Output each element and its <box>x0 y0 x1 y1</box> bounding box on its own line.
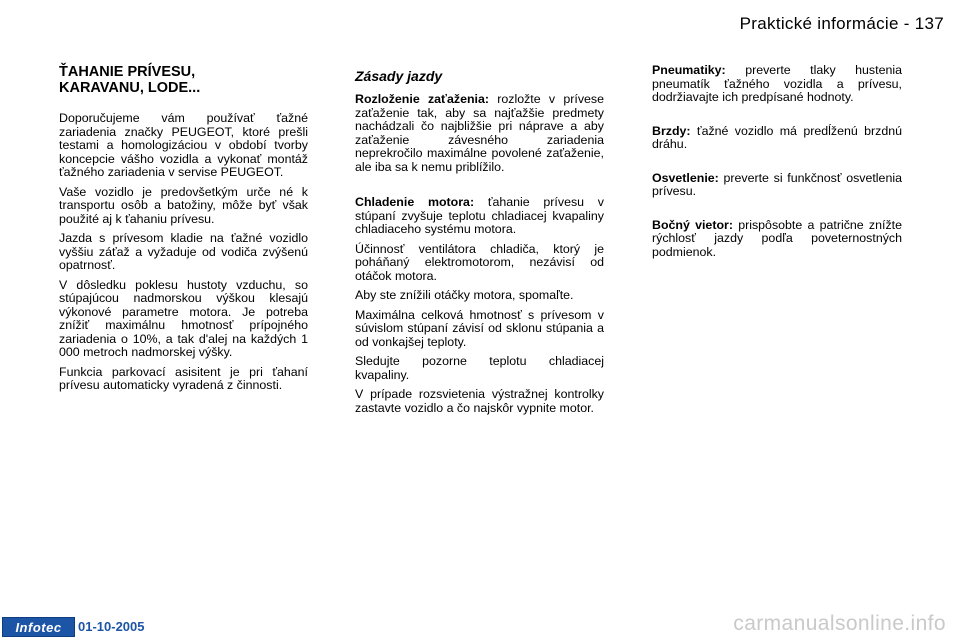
paragraph-slow-down: Aby ste znížili otáčky motora, spomaľte. <box>355 288 574 302</box>
paragraph-recommendation: Doporučujeme vám používať ťažné zariadenia značky PEUGEOT, ktoré prešli testami a homologizáciou v období tvorby koncepcie vášho vozidla a vykonať montáž ťažného zariadenia v servise PEUGEOT. <box>59 111 308 179</box>
paragraph-engine-cooling <box>355 196 604 237</box>
heading-line-1: ŤAHANIE PRÍVESU, <box>59 64 196 80</box>
paragraph-fan: Účinnosť ventilátora chladiča, ktorý je poháňaný elektromotorom, nezávisí od otáčok motora. <box>355 241 604 283</box>
column-driving-rules <box>355 64 604 421</box>
paragraph-lighting <box>652 172 902 199</box>
label-tyres: Pneumatiky: <box>652 63 726 77</box>
paragraph-max-weight: Maximálna celková hmotnosť s prívesom v súvislom stúpaní závisí od sklonu stúpania a od vonkajšej teploty. <box>355 307 604 349</box>
column-checks <box>652 64 902 265</box>
label-engine-cooling: Chladenie motora: <box>355 195 475 209</box>
paragraph-tyres <box>652 64 902 105</box>
footer-date: 01-10-2005 <box>78 619 145 634</box>
text-engine-cooling: ťahanie prívesu v stúpaní zvyšuje teplotu chladiacej kvapaliny chladiaceho systému motora. <box>355 195 604 236</box>
subsection-heading: Zásady jazdy <box>355 68 443 84</box>
text-crosswind: prispôsobte a patrične znížte rýchlosť jazdy podľa poveternostných podmienok. <box>652 217 902 259</box>
paragraph-load: Jazda s prívesom kladie na ťažné vozidlo vyššiu záťaž a vyžaduje od vodiča zvýšenú opatrnosť. <box>59 231 308 272</box>
paragraph-altitude: V dôsledku poklesu hustoty vzduchu, so stúpajúcou nadmorskou výškou klesajú výkonové parametre motora. Je potreba znížiť maximálnu hmotnosť prípojného zariadenia o 10%, a tak d'alej na každých 1 000 metroch nadmorskej výšky. <box>59 277 308 359</box>
paragraph-parking-assist: Funkcia parkovací asisitent je pri ťahaní prívesu automaticky vyradená z činnosti. <box>59 364 308 392</box>
paragraph-brakes <box>652 125 902 152</box>
paragraph-warning-light: V prípade rozsvietenia výstražnej kontrolky zastavte vozidlo a čo najskôr vypnite motor. <box>355 387 604 415</box>
paragraph-load-distribution <box>355 93 604 174</box>
paragraph-coolant-temp: Sledujte pozorne teplotu chladiacej kvapaliny. <box>355 354 604 382</box>
label-brakes: Brzdy: <box>652 123 691 138</box>
label-crosswind: Bočný vietor: <box>652 217 733 232</box>
text-tyres: preverte tlaky hustenia pneumatík ťažného vozidla a prívesu, dodržiavajte ich predpísané hodnoty. <box>652 63 902 104</box>
text-load-distribution: rozložte v prívese zaťaženie tak, aby sa najťažšie predmety nachádzali čo najbližšie pri náprave a aby zaťaženie závesného zariadenia neprekročilo maximálne povolené zaťaženie, ale iba sa k nemu priblížilo. <box>355 92 604 174</box>
paragraph-crosswind <box>652 219 902 260</box>
text-lighting: preverte si funkčnosť osvetlenia prívesu. <box>652 170 902 198</box>
column-towing-intro <box>59 64 308 399</box>
watermark: carmanualsonline.info <box>733 612 946 635</box>
page-header: Praktické informácie - 137 <box>739 14 944 33</box>
infotec-logo: Infotec <box>2 617 75 637</box>
label-load-distribution: Rozloženie zaťaženia: <box>355 92 489 106</box>
heading-line-2: KARAVANU, LODE... <box>59 80 201 96</box>
label-lighting: Osvetlenie: <box>652 170 719 185</box>
paragraph-vehicle-purpose: Vaše vozidlo je predovšetkým urče né k transportu osôb a batožiny, môže byť však použité aj k ťahaniu prívesu. <box>59 184 308 226</box>
text-brakes: ťažné vozidlo má predĺženú brzdnú dráhu. <box>652 123 902 151</box>
section-heading <box>59 64 308 96</box>
